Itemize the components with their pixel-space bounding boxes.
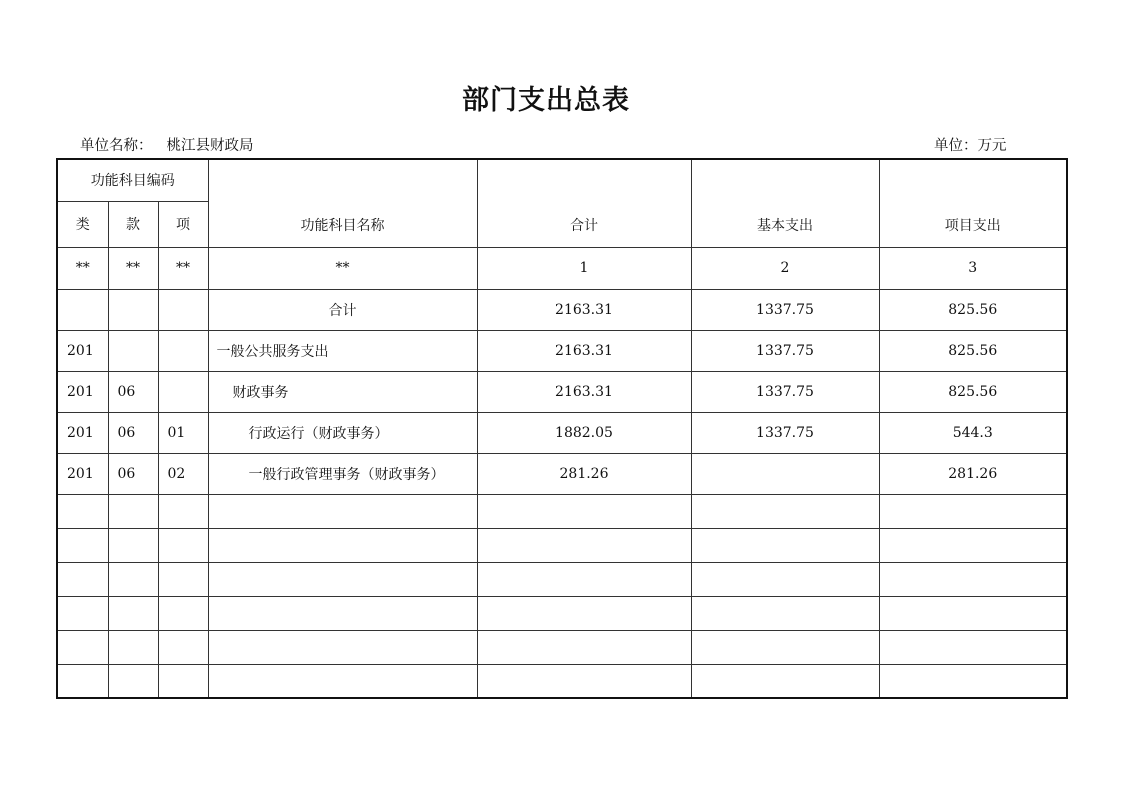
header-row-1: [57, 159, 1067, 201]
empty-cell: [879, 630, 1067, 664]
header-basic-expenditure: 基本支出: [691, 159, 879, 247]
header-function-code: 功能科目编码: [57, 159, 208, 201]
table-row: [57, 330, 1067, 371]
page-title: 部门支出总表: [462, 85, 630, 116]
index-cell: **: [108, 247, 158, 289]
function-name-cell: 一般行政管理事务（财政事务）: [208, 453, 477, 494]
basic-expenditure-cell: [691, 453, 879, 494]
empty-cell: [108, 494, 158, 528]
empty-cell: [879, 528, 1067, 562]
empty-cell: [158, 596, 208, 630]
empty-cell: [158, 494, 208, 528]
empty-cell: [477, 528, 691, 562]
project-expenditure-cell: 825.56: [879, 289, 1067, 330]
header-total: 合计: [477, 159, 691, 247]
total-cell: 281.26: [477, 453, 691, 494]
empty-cell: [691, 596, 879, 630]
empty-cell: [691, 664, 879, 698]
empty-cell: [208, 664, 477, 698]
currency-unit-label: 单位：万元: [934, 138, 1007, 154]
total-cell: 2163.31: [477, 289, 691, 330]
empty-cell: [108, 664, 158, 698]
index-cell: **: [158, 247, 208, 289]
code-kuan: [108, 330, 158, 371]
table-row: [57, 289, 1067, 330]
empty-cell: [879, 596, 1067, 630]
header-xiang: 项: [158, 201, 208, 247]
project-expenditure-cell: 544.3: [879, 412, 1067, 453]
index-cell: **: [208, 247, 477, 289]
basic-expenditure-cell: 1337.75: [691, 371, 879, 412]
header-function-name: 功能科目名称: [208, 159, 477, 247]
index-cell: **: [57, 247, 108, 289]
project-expenditure-cell: 825.56: [879, 371, 1067, 412]
code-xiang: [158, 371, 208, 412]
project-expenditure-cell: 825.56: [879, 330, 1067, 371]
empty-cell: [108, 596, 158, 630]
project-expenditure-cell: 281.26: [879, 453, 1067, 494]
unit-name-label: 单位名称：: [80, 138, 153, 154]
code-kuan: 06: [108, 412, 158, 453]
total-cell: 2163.31: [477, 330, 691, 371]
code-xiang: 02: [158, 453, 208, 494]
empty-cell: [208, 528, 477, 562]
empty-cell: [158, 528, 208, 562]
function-name-cell: 一般公共服务支出: [208, 330, 477, 371]
total-cell: 2163.31: [477, 371, 691, 412]
empty-cell: [158, 630, 208, 664]
header-project-expenditure: 项目支出: [879, 159, 1067, 247]
empty-cell: [691, 528, 879, 562]
table-row: [57, 453, 1067, 494]
index-row: [57, 247, 1067, 289]
empty-row: [57, 494, 1067, 528]
empty-cell: [477, 494, 691, 528]
code-lei: 201: [57, 371, 108, 412]
header-kuan: 款: [108, 201, 158, 247]
empty-cell: [57, 494, 108, 528]
index-cell: 1: [477, 247, 691, 289]
empty-cell: [57, 562, 108, 596]
code-xiang: [158, 330, 208, 371]
code-xiang: 01: [158, 412, 208, 453]
header-lei: 类: [57, 201, 108, 247]
function-name-cell: 合计: [208, 289, 477, 330]
empty-row: [57, 562, 1067, 596]
empty-cell: [158, 664, 208, 698]
basic-expenditure-cell: 1337.75: [691, 289, 879, 330]
empty-cell: [691, 494, 879, 528]
empty-row: [57, 630, 1067, 664]
code-lei: 201: [57, 412, 108, 453]
empty-cell: [477, 630, 691, 664]
code-lei: 201: [57, 330, 108, 371]
basic-expenditure-cell: 1337.75: [691, 412, 879, 453]
empty-cell: [158, 562, 208, 596]
index-cell: 3: [879, 247, 1067, 289]
empty-cell: [208, 630, 477, 664]
empty-cell: [57, 664, 108, 698]
empty-cell: [477, 562, 691, 596]
table-row: [57, 412, 1067, 453]
function-name-cell: 财政事务: [208, 371, 477, 412]
function-name-cell: 行政运行（财政事务）: [208, 412, 477, 453]
empty-row: [57, 596, 1067, 630]
table-row: [57, 371, 1067, 412]
code-kuan: 06: [108, 371, 158, 412]
empty-row: [57, 664, 1067, 698]
code-lei: 201: [57, 453, 108, 494]
empty-cell: [208, 494, 477, 528]
total-cell: 1882.05: [477, 412, 691, 453]
empty-cell: [57, 528, 108, 562]
basic-expenditure-cell: 1337.75: [691, 330, 879, 371]
empty-row: [57, 528, 1067, 562]
empty-cell: [108, 562, 158, 596]
code-kuan: [108, 289, 158, 330]
empty-cell: [691, 630, 879, 664]
empty-cell: [691, 562, 879, 596]
empty-cell: [879, 494, 1067, 528]
empty-cell: [879, 664, 1067, 698]
empty-cell: [477, 596, 691, 630]
empty-cell: [108, 630, 158, 664]
code-xiang: [158, 289, 208, 330]
index-cell: 2: [691, 247, 879, 289]
code-kuan: 06: [108, 453, 158, 494]
empty-cell: [57, 596, 108, 630]
unit-name-line: [80, 134, 254, 155]
empty-cell: [208, 562, 477, 596]
empty-cell: [477, 664, 691, 698]
empty-cell: [57, 630, 108, 664]
unit-name-value: 桃江县财政局: [166, 138, 254, 154]
empty-cell: [108, 528, 158, 562]
expenditure-table: [56, 158, 1068, 699]
empty-cell: [879, 562, 1067, 596]
code-lei: [57, 289, 108, 330]
empty-cell: [208, 596, 477, 630]
